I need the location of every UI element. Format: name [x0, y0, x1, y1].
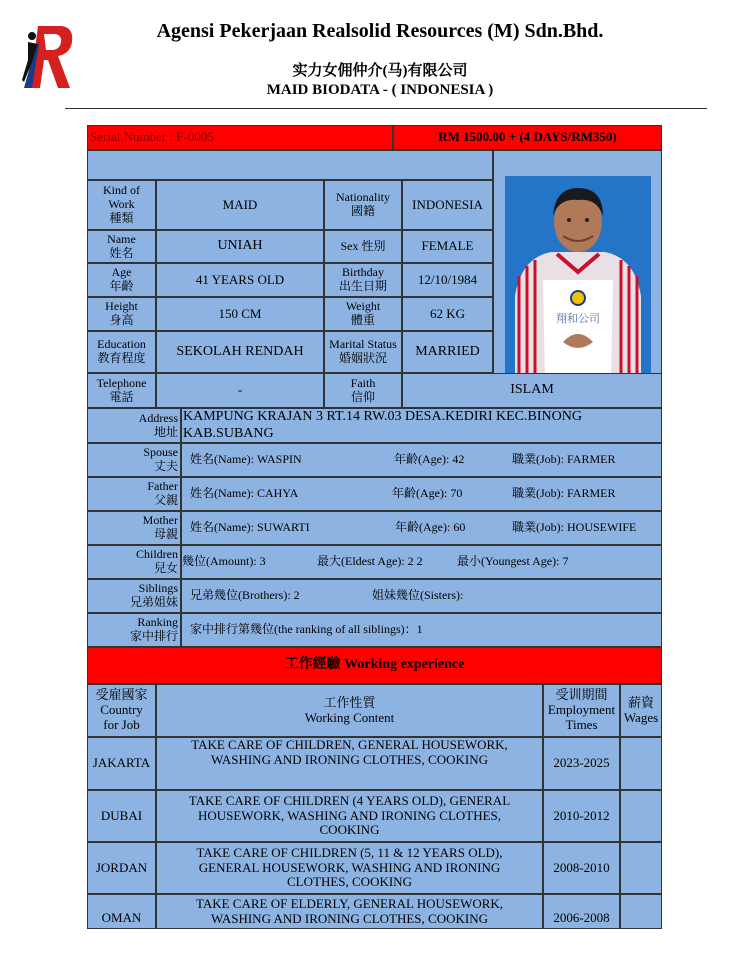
faith-value: ISLAM — [402, 373, 662, 408]
spouse-label: Spouse 丈夫 — [87, 443, 181, 477]
siblings-label: Siblings 兄弟姐妹 — [87, 579, 181, 613]
col-content-header: 工作性質 Working Content — [156, 684, 543, 737]
apron-text: 翔和公司 — [555, 313, 600, 325]
table-row-country: JAKARTA — [87, 737, 156, 790]
table-row-content: TAKE CARE OF CHILDREN (4 YEARS OLD), GENERAL HOUSEWORK, WASHING AND IRONING CLOTHES, COOKING — [156, 790, 543, 842]
table-row-wages — [620, 842, 662, 894]
table-row-times: 2023-2025 — [543, 737, 620, 790]
father-job: 職業(Job): FARMER — [512, 486, 616, 501]
father-name: 姓名(Name): CAHYA — [190, 486, 299, 501]
nationality-value: INDONESIA — [402, 180, 493, 230]
col-times-header: 受训期間 Employment Times — [543, 684, 620, 737]
col-country-header: 受雇國家 Country for Job — [87, 684, 156, 737]
table-row-times: 2006-2008 — [543, 894, 620, 929]
header-divider — [65, 108, 707, 109]
table-row-content: TAKE CARE OF CHILDREN, GENERAL HOUSEWORK, WASHING AND IRONING CLOTHES, COOKING — [156, 737, 543, 790]
father-age: 年齡(Age): 70 — [392, 486, 463, 501]
maid-photo — [505, 176, 651, 382]
age-value: 41 YEARS OLD — [156, 263, 324, 297]
col-wages-header: 薪資 Wages — [620, 684, 662, 737]
education-label: Education 教育程度 — [87, 331, 156, 373]
experience-title: 工作經驗 Working experience — [87, 647, 662, 684]
table-row-content: TAKE CARE OF CHILDREN (5, 11 & 12 YEARS OLD), GENERAL HOUSEWORK, WASHING AND IRONING CLOTHES, COOKING — [156, 842, 543, 894]
birthday-label: Birthday 出生日期 — [324, 263, 402, 297]
table-row-wages — [620, 790, 662, 842]
table-row-times: 2010-2012 — [543, 790, 620, 842]
weight-value: 62 KG — [402, 297, 493, 331]
table-row-country: JORDAN — [87, 842, 156, 894]
spouse-info — [181, 443, 662, 477]
sex-label: Sex 性別 — [324, 230, 402, 263]
children-label: Children 兒女 — [87, 545, 181, 579]
ranking-label: Ranking 家中排行 — [87, 613, 181, 647]
siblings-info — [181, 579, 662, 613]
company-logo — [18, 22, 74, 92]
mother-name: 姓名(Name): SUWARTI — [190, 520, 310, 535]
sisters-count: 姐妹幾位(Sisters): — [372, 588, 464, 603]
height-value: 150 CM — [156, 297, 324, 331]
mother-label: Mother 母親 — [87, 511, 181, 545]
address-label: Address 地址 — [87, 408, 181, 443]
table-row-country: OMAN — [87, 894, 156, 929]
address-value: KAMPUNG KRAJAN 3 RT.14 RW.03 DESA.KEDIRI KEC.BINONG KAB.SUBANG — [181, 408, 662, 443]
mother-age: 年齡(Age): 60 — [395, 520, 466, 535]
faith-label: Faith 信仰 — [324, 373, 402, 408]
nationality-label: Nationality 國籍 — [324, 180, 402, 230]
price: RM 1500.00 + (4 DAYS/RM350) — [393, 125, 662, 150]
marital-value: MARRIED — [402, 331, 493, 373]
education-value: SEKOLAH RENDAH — [156, 331, 324, 373]
kind-label: Kind of Work 種類 — [87, 180, 156, 230]
mother-job: 職業(Job): HOUSEWIFE — [512, 520, 637, 535]
marital-label: Marital Status 婚姻狀況 — [324, 331, 402, 373]
table-row-content: TAKE CARE OF ELDERLY, GENERAL HOUSEWORK, WASHING AND IRONING CLOTHES, COOKING — [156, 894, 543, 929]
photo-frame — [493, 150, 662, 408]
weight-label: Weight 體重 — [324, 297, 402, 331]
company-name: Agensi Pekerjaan Realsolid Resources (M) Sdn.Bhd. — [156, 20, 604, 42]
height-label: Height 身高 — [87, 297, 156, 331]
father-label: Father 父親 — [87, 477, 181, 511]
spouse-job: 職業(Job): FARMER — [512, 452, 616, 467]
serial-number: Serial Number : F-0005 — [87, 125, 393, 150]
company-name-cn: 实力女佣仲介(马)有限公司 — [292, 63, 468, 79]
ranking-info — [181, 613, 662, 647]
mother-info — [181, 511, 662, 545]
spouse-name: 姓名(Name): WASPIN — [190, 452, 302, 467]
age-label: Age 年齡 — [87, 263, 156, 297]
kind-value: MAID — [156, 180, 324, 230]
children-info — [181, 545, 662, 579]
telephone-value: - — [156, 373, 324, 408]
blank-row — [87, 150, 493, 180]
name-value: UNIAH — [156, 230, 324, 263]
sex-value: FEMALE — [402, 230, 493, 263]
ranking-value: 家中排行第幾位(the ranking of all siblings)：1 — [190, 622, 423, 637]
spouse-age: 年齡(Age): 42 — [394, 452, 465, 467]
children-eldest: 最大(Eldest Age): 2 2 — [317, 554, 423, 569]
telephone-label: Telephone 電話 — [87, 373, 156, 408]
table-row-wages — [620, 894, 662, 929]
brothers-count: 兄弟幾位(Brothers): 2 — [190, 588, 300, 603]
table-row-times: 2008-2010 — [543, 842, 620, 894]
children-youngest: 最小(Youngest Age): 7 — [457, 554, 569, 569]
father-info — [181, 477, 662, 511]
table-row-wages — [620, 737, 662, 790]
table-row-country: DUBAI — [87, 790, 156, 842]
name-label: Name 姓名 — [87, 230, 156, 263]
children-amount: 幾位(Amount): 3 — [182, 554, 266, 569]
birthday-value: 12/10/1984 — [402, 263, 493, 297]
document-title: MAID BIODATA - ( INDONESIA ) — [266, 82, 494, 98]
